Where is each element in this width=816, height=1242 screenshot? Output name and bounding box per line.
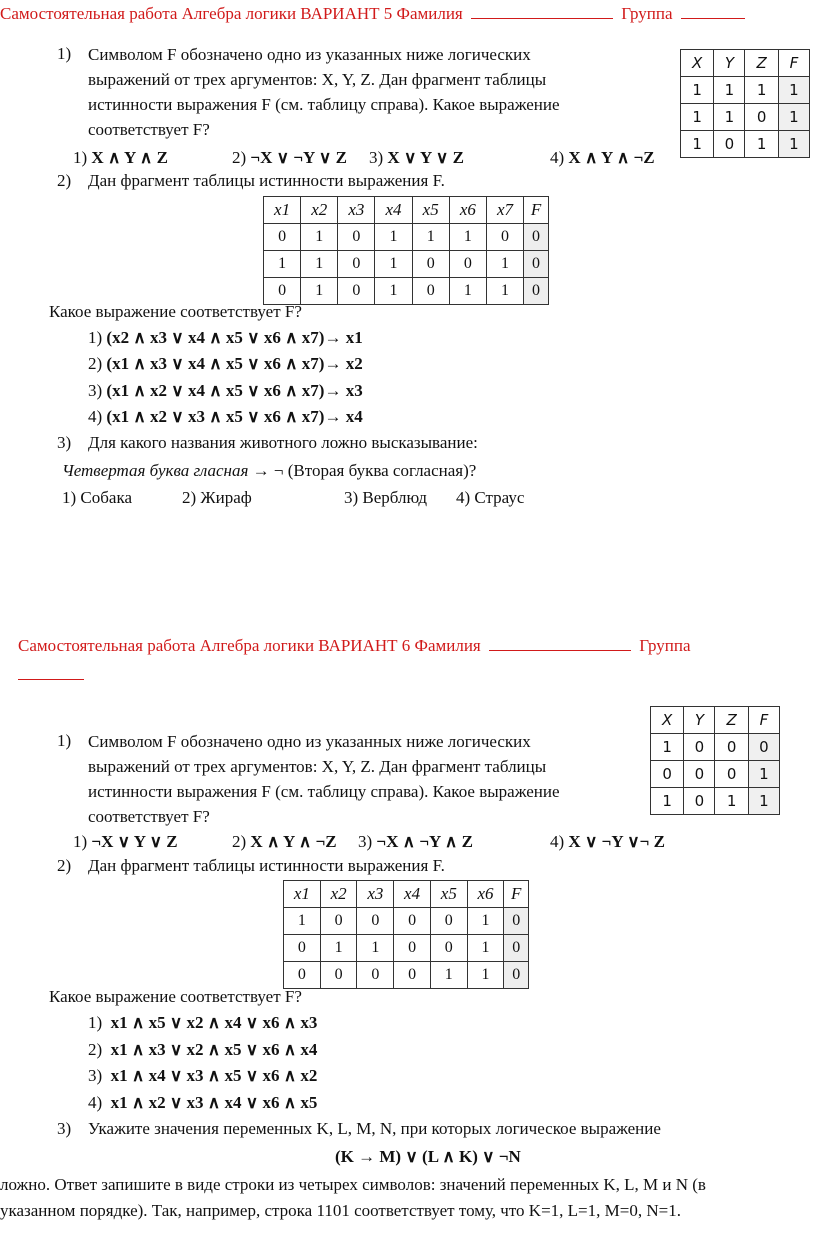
- table-cell: 0: [338, 278, 375, 305]
- table-cell: 1: [778, 131, 809, 158]
- table-header-cell: F: [524, 197, 549, 224]
- table-cell: 1: [651, 788, 684, 815]
- table-header-cell: x7: [486, 197, 523, 224]
- variant5-header: [0, 4, 745, 24]
- table-cell: 0: [715, 734, 748, 761]
- table-cell: 0: [524, 251, 549, 278]
- v6-q1-option-1: [73, 832, 178, 852]
- v5-q2-text: Дан фрагмент таблицы истинности выражения F.: [88, 171, 445, 190]
- table-header-cell: Y: [714, 50, 745, 77]
- table-cell: 0: [748, 734, 779, 761]
- table-cell: 1: [301, 224, 338, 251]
- table-header-cell: x3: [357, 881, 394, 908]
- table-row: [284, 908, 529, 935]
- table-cell: 1: [375, 224, 412, 251]
- table-cell: 1: [357, 935, 394, 962]
- table-header-cell: x3: [338, 197, 375, 224]
- table-cell: 0: [357, 908, 394, 935]
- table-cell: 0: [745, 104, 778, 131]
- table-cell: 0: [504, 962, 529, 989]
- table-cell: 0: [449, 251, 486, 278]
- table-header-row: [651, 707, 780, 734]
- v5-q2-number: 2): [57, 171, 72, 190]
- text: 1): [88, 328, 103, 347]
- surname-blank[interactable]: [489, 636, 631, 651]
- table-cell: 0: [524, 278, 549, 305]
- table-cell: 1: [715, 788, 748, 815]
- table-cell: 1: [301, 278, 338, 305]
- v5-q2-question: Какое выражение соответствует F?: [49, 302, 302, 321]
- table-cell: 1: [748, 761, 779, 788]
- text: (x1 ∧ x2 ∨ x3 ∧ x5 ∨ x6 ∧ x7)→ x4: [106, 407, 363, 426]
- table-header-row: [284, 881, 529, 908]
- table-header-cell: x2: [320, 881, 357, 908]
- table-cell: 0: [715, 761, 748, 788]
- table-cell: 0: [394, 935, 431, 962]
- table-cell: 1: [375, 278, 412, 305]
- table-row: [651, 761, 780, 788]
- v5-q2-option-2: [88, 354, 363, 374]
- text-line: истинности выражения F (см. таблицу справа). Какое выражение: [88, 782, 560, 801]
- table-header-cell: x4: [394, 881, 431, 908]
- text: Четвертая буква гласная: [62, 461, 249, 480]
- v5-q3-option-2: 2) Жираф: [182, 488, 252, 507]
- table-row: [284, 962, 529, 989]
- text: ¬X ∧ ¬Y ∧ Z: [376, 832, 473, 851]
- text: 1): [73, 148, 88, 167]
- table-cell: 0: [684, 788, 715, 815]
- v6-q1-option-3: [358, 832, 473, 852]
- table-cell: 0: [284, 935, 321, 962]
- table-cell: 0: [320, 908, 357, 935]
- table-cell: 1: [745, 77, 778, 104]
- table-cell: 0: [264, 224, 301, 251]
- v5-q3-statement: [62, 461, 476, 481]
- v5-q3-text: Для какого названия животного ложно высказывание:: [88, 433, 478, 452]
- table-cell: 1: [651, 734, 684, 761]
- text: (x1 ∧ x2 ∨ x4 ∧ x5 ∨ x6 ∧ x7)→ x3: [106, 381, 363, 400]
- table-cell: 0: [284, 962, 321, 989]
- v6-q2-truth-table: [283, 880, 529, 989]
- table-cell: 1: [284, 908, 321, 935]
- table-cell: 1: [412, 224, 449, 251]
- v5-q1-option-2: [232, 148, 347, 168]
- table-header-cell: Z: [745, 50, 778, 77]
- table-cell: 0: [357, 962, 394, 989]
- table-cell: 0: [430, 908, 467, 935]
- text: X ∧ Y ∧ ¬Z: [568, 148, 655, 167]
- table-header-cell: F: [504, 881, 529, 908]
- text: 2): [232, 832, 247, 851]
- table-cell: 0: [684, 734, 715, 761]
- text: X ∨ Y ∨ Z: [387, 148, 464, 167]
- table-row: [681, 131, 810, 158]
- text: 2): [88, 1040, 103, 1059]
- table-cell: 0: [412, 251, 449, 278]
- text: 4): [88, 1093, 103, 1112]
- v5-q3-option-4: 4) Страус: [456, 488, 525, 507]
- table-row: [264, 251, 549, 278]
- table-cell: 1: [681, 131, 714, 158]
- text: 2): [88, 354, 103, 373]
- table-header-cell: Z: [715, 707, 748, 734]
- table-header-cell: x2: [301, 197, 338, 224]
- table-header-cell: X: [681, 50, 714, 77]
- v5-q1-number: 1): [57, 44, 72, 63]
- text-line: Символом F обозначено одно из указанных ниже логических: [88, 45, 531, 64]
- table-cell: 1: [745, 131, 778, 158]
- v6-q2-option-4: [88, 1093, 317, 1113]
- table-cell: 1: [486, 251, 523, 278]
- table-cell: 0: [394, 962, 431, 989]
- table-header-cell: x4: [375, 197, 412, 224]
- table-header-cell: X: [651, 707, 684, 734]
- table-cell: 0: [394, 908, 431, 935]
- v5-q2-option-3: [88, 381, 363, 401]
- text: 1): [88, 1013, 103, 1032]
- table-header-cell: Y: [684, 707, 715, 734]
- group-label: Группа: [621, 4, 673, 23]
- v5-q1-option-1: [73, 148, 168, 168]
- table-header-cell: x6: [449, 197, 486, 224]
- v6-q3-text: Укажите значения переменных K, L, M, N, при которых логическое выражение: [88, 1119, 661, 1138]
- table-row: [681, 77, 810, 104]
- text: 4): [88, 407, 103, 426]
- group-label: Группа: [639, 636, 691, 655]
- group-blank[interactable]: [18, 665, 84, 680]
- group-blank[interactable]: [681, 4, 745, 19]
- table-cell: 1: [320, 935, 357, 962]
- v6-q2-option-2: [88, 1040, 317, 1060]
- variant6-header: [18, 636, 691, 656]
- table-cell: 1: [778, 77, 809, 104]
- table-cell: 0: [504, 908, 529, 935]
- table-header-cell: x6: [467, 881, 504, 908]
- text: 1): [73, 832, 88, 851]
- table-cell: 1: [681, 77, 714, 104]
- table-row: [681, 104, 810, 131]
- v5-q3-option-1: 1) Собака: [62, 488, 132, 507]
- text: ¬X ∨ Y ∨ Z: [91, 832, 178, 851]
- variant5-title: Самостоятельная работа Алгебра логики ВАРИАНТ 5 Фамилия: [0, 4, 463, 23]
- text: 4): [550, 148, 565, 167]
- table-header-cell: F: [748, 707, 779, 734]
- table-cell: 1: [430, 962, 467, 989]
- text-line: выражений от трех аргументов: X, Y, Z. Дан фрагмент таблицы: [88, 757, 547, 776]
- surname-blank[interactable]: [471, 4, 613, 19]
- text: → ¬ (Вторая буква согласная)?: [248, 461, 477, 480]
- v6-q2-text: Дан фрагмент таблицы истинности выражения F.: [88, 856, 445, 875]
- table-cell: 0: [338, 224, 375, 251]
- variant6-title: Самостоятельная работа Алгебра логики ВАРИАНТ 6 Фамилия: [18, 636, 481, 655]
- table-header-row: [264, 197, 549, 224]
- text: 4): [550, 832, 565, 851]
- text: X ∨ ¬Y ∨¬ Z: [568, 832, 665, 851]
- text-line: истинности выражения F (см. таблицу справа). Какое выражение: [88, 95, 560, 114]
- v6-q3-formula: (K → M) ∨ (L ∧ K) ∨ ¬N: [335, 1147, 521, 1166]
- v5-q2-option-4: [88, 407, 363, 427]
- table-header-cell: x5: [412, 197, 449, 224]
- text: (x1 ∧ x3 ∨ x4 ∧ x5 ∨ x6 ∧ x7)→ x2: [106, 354, 363, 373]
- v6-q2-option-1: [88, 1013, 317, 1033]
- table-cell: 1: [714, 104, 745, 131]
- v6-q1-number: 1): [57, 731, 72, 750]
- table-cell: 0: [684, 761, 715, 788]
- table-cell: 1: [264, 251, 301, 278]
- v6-q3-tail-line-1: ложно. Ответ запишите в виде строки из четырех символов: значений переменных K, L, M и N (в: [0, 1175, 706, 1194]
- v5-q1-option-4: [550, 148, 655, 168]
- table-cell: 0: [714, 131, 745, 158]
- table-cell: 1: [301, 251, 338, 278]
- text: 3): [358, 832, 373, 851]
- table-cell: 0: [338, 251, 375, 278]
- text: (x2 ∧ x3 ∨ x4 ∧ x5 ∨ x6 ∧ x7)→ x1: [106, 328, 363, 347]
- v5-q3-option-3: 3) Верблюд: [344, 488, 427, 507]
- v5-q2-option-1: [88, 328, 363, 348]
- table-header-cell: F: [778, 50, 809, 77]
- table-cell: 0: [504, 935, 529, 962]
- text: 3): [88, 381, 103, 400]
- table-header-cell: x1: [284, 881, 321, 908]
- table-row: [284, 935, 529, 962]
- table-cell: 0: [486, 224, 523, 251]
- text: 3): [369, 148, 384, 167]
- table-cell: 1: [714, 77, 745, 104]
- v6-q2-option-3: [88, 1066, 317, 1086]
- table-header-row: [681, 50, 810, 77]
- v6-q2-question: Какое выражение соответствует F?: [49, 987, 302, 1006]
- table-row: [264, 224, 549, 251]
- v6-q1-option-2: [232, 832, 337, 852]
- table-cell: 1: [467, 962, 504, 989]
- text: ¬X ∨ ¬Y ∨ Z: [250, 148, 347, 167]
- text-line: выражений от трех аргументов: X, Y, Z. Дан фрагмент таблицы: [88, 70, 547, 89]
- v5-q2-truth-table: [263, 196, 549, 305]
- v6-q2-number: 2): [57, 856, 72, 875]
- table-cell: 1: [748, 788, 779, 815]
- text: X ∧ Y ∧ ¬Z: [250, 832, 337, 851]
- table-cell: 1: [778, 104, 809, 131]
- table-cell: 0: [412, 278, 449, 305]
- table-cell: 0: [524, 224, 549, 251]
- table-cell: 1: [375, 251, 412, 278]
- v6-q1-text: [88, 729, 560, 829]
- table-cell: 0: [430, 935, 467, 962]
- v5-q1-truth-table: [680, 49, 810, 158]
- table-cell: 1: [681, 104, 714, 131]
- table-header-cell: x5: [430, 881, 467, 908]
- text: X ∧ Y ∧ Z: [91, 148, 168, 167]
- table-cell: 1: [486, 278, 523, 305]
- table-cell: 0: [320, 962, 357, 989]
- text-line: Символом F обозначено одно из указанных ниже логических: [88, 732, 531, 751]
- table-cell: 1: [449, 278, 486, 305]
- text: x1 ∧ x5 ∨ x2 ∧ x4 ∨ x6 ∧ x3: [110, 1013, 318, 1032]
- text-line: соответствует F?: [88, 807, 210, 826]
- v6-q1-truth-table: [650, 706, 780, 815]
- text-line: соответствует F?: [88, 120, 210, 139]
- table-cell: 1: [449, 224, 486, 251]
- table-cell: 0: [264, 278, 301, 305]
- v5-q3-number: 3): [57, 433, 72, 452]
- text: x1 ∧ x3 ∨ x2 ∧ x5 ∨ x6 ∧ x4: [110, 1040, 318, 1059]
- text: x1 ∧ x4 ∨ x3 ∧ x5 ∨ x6 ∧ x2: [110, 1066, 318, 1085]
- v6-q3-number: 3): [57, 1119, 72, 1138]
- table-header-cell: x1: [264, 197, 301, 224]
- text: 2): [232, 148, 247, 167]
- text: 3): [88, 1066, 103, 1085]
- table-cell: 0: [651, 761, 684, 788]
- v6-q3-tail-line-2: указанном порядке). Так, например, строка 1101 соответствует тому, что K=1, L=1, M=0, N=1.: [0, 1201, 681, 1220]
- table-cell: 1: [467, 935, 504, 962]
- table-row: [651, 788, 780, 815]
- text: x1 ∧ x2 ∨ x3 ∧ x4 ∨ x6 ∧ x5: [110, 1093, 318, 1112]
- table-row: [264, 278, 549, 305]
- v5-q1-option-3: [369, 148, 464, 168]
- v5-q1-text: [88, 42, 560, 142]
- table-row: [651, 734, 780, 761]
- v6-q1-option-4: [550, 832, 665, 852]
- table-cell: 1: [467, 908, 504, 935]
